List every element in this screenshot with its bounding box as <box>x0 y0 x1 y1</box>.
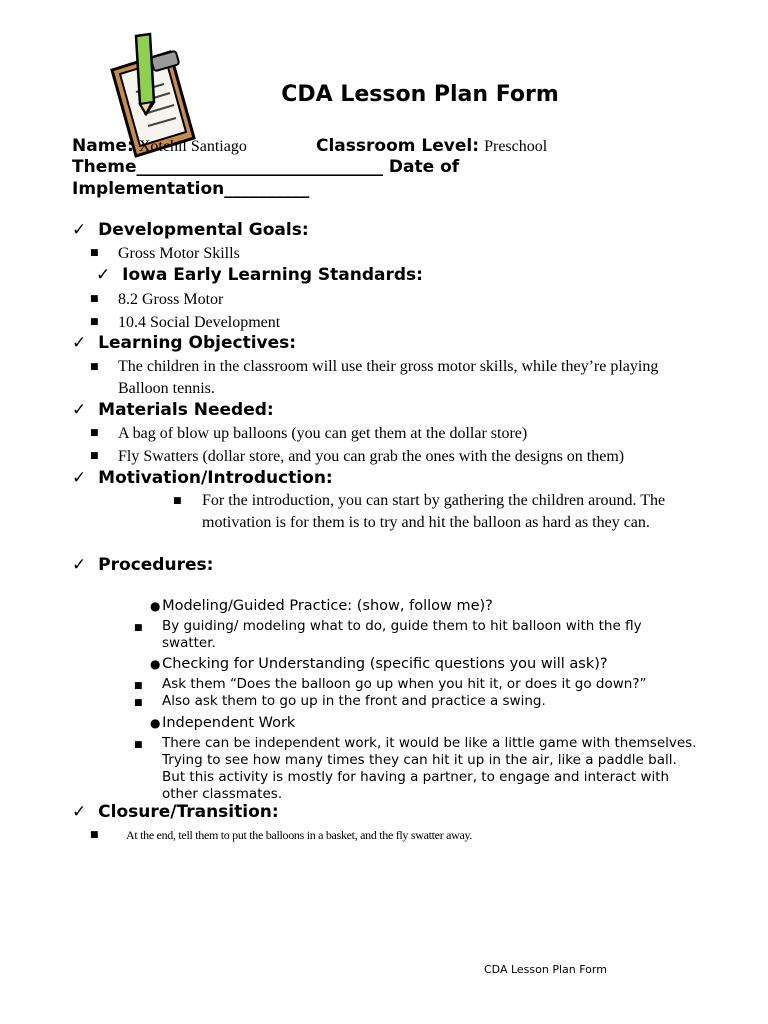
name-row <box>72 136 247 156</box>
closure-text: At the end, tell them to put the balloons in a basket, and the fly swatter away. <box>126 828 473 842</box>
theme-line: Theme_____________________________ <box>72 157 383 177</box>
classroom-row <box>316 136 547 156</box>
page-title: CDA Lesson Plan Form <box>281 82 559 107</box>
square-bullet-icon: ■ <box>173 496 182 506</box>
classroom-label: Classroom Level: <box>316 136 479 156</box>
square-bullet-icon: ■ <box>90 317 99 327</box>
classroom-value: Preschool <box>484 138 548 155</box>
square-bullet-icon: ■ <box>134 623 143 633</box>
motivation-heading: ✓ Motivation/Introduction: <box>72 468 333 488</box>
square-bullet-icon: ■ <box>90 830 99 840</box>
list-item: 8.2 Gross Motor <box>118 291 224 308</box>
check-icon: ✓ <box>72 468 87 488</box>
objectives-text: The children in the classroom will use their gross motor skills, while they’re playing Balloon tennis. <box>118 358 659 397</box>
square-bullet-icon: ■ <box>90 451 99 461</box>
square-bullet-icon: ■ <box>134 698 143 708</box>
objectives-heading: ✓ Learning Objectives: <box>72 333 297 353</box>
square-bullet-icon: ■ <box>90 248 99 258</box>
square-bullet-icon: ■ <box>90 362 99 372</box>
check-icon: ✓ <box>72 555 87 575</box>
check-icon: ✓ <box>72 333 87 353</box>
list-item: A bag of blow up balloons (you can get them at the dollar store) <box>118 425 528 442</box>
square-bullet-icon: ■ <box>90 428 99 438</box>
square-bullet-icon: ■ <box>134 740 143 750</box>
bullet-icon: ● <box>150 657 161 671</box>
materials-heading: ✓ Materials Needed: <box>72 400 274 420</box>
modeling-text: By guiding/ modeling what to do, guide them to hit balloon with the fly swatter. <box>162 618 642 651</box>
iowa-heading: ✓ Iowa Early Learning Standards: <box>96 265 423 285</box>
implementation-line: Implementation__________ <box>72 179 310 199</box>
list-item: Ask them “Does the balloon go up when you hit it, or does it go down?” <box>162 676 647 692</box>
modeling-heading: ● Modeling/Guided Practice: (show, follow me)? <box>150 598 493 614</box>
dev-goals-heading: ✓ Developmental Goals: <box>72 220 309 240</box>
name-label: Name: <box>72 136 134 156</box>
procedures-heading: ✓ Procedures: <box>72 555 214 575</box>
square-bullet-icon: ■ <box>134 681 143 691</box>
check-icon: ✓ <box>72 802 87 822</box>
closure-heading: ✓ Closure/Transition: <box>72 802 279 822</box>
check-icon: ✓ <box>72 220 87 240</box>
list-item: Fly Swatters (dollar store, and you can grab the ones with the designs on them) <box>118 448 625 465</box>
bullet-icon: ● <box>150 716 161 730</box>
date-label: Date of <box>388 157 460 177</box>
checking-heading: ● Checking for Understanding (specific questions you will ask)? <box>150 656 608 672</box>
independent-heading: ● Independent Work <box>150 715 296 731</box>
list-item: Also ask them to go up in the front and practice a swing. <box>162 693 546 709</box>
motivation-text: For the introduction, you can start by gathering the children around. The motivation is for them is to try and hit the balloon as hard as they can. <box>202 492 666 531</box>
square-bullet-icon: ■ <box>90 294 99 304</box>
bullet-icon: ● <box>150 599 161 613</box>
theme-row <box>72 157 459 177</box>
list-item: 10.4 Social Development <box>118 314 281 331</box>
footer-text: CDA Lesson Plan Form <box>484 963 607 976</box>
name-value: Xotchil Santiago <box>138 138 247 155</box>
check-icon: ✓ <box>96 265 111 285</box>
independent-text: There can be independent work, it would be like a little game with themselves. Trying to see how many times they can hit it up in the air, like a paddle ball. But this activity is mostly for having a partner, to engage and interact with other classmates. <box>162 735 697 802</box>
check-icon: ✓ <box>72 400 87 420</box>
list-item: Gross Motor Skills <box>118 245 240 262</box>
